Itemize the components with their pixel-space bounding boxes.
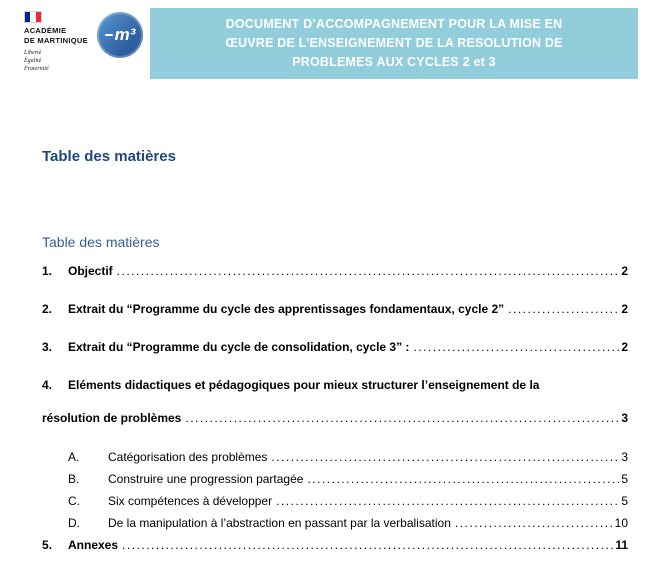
toc-entry-label: De la manipulation à l’abstraction en passant par la verbalisation	[108, 516, 451, 530]
m3-logo-icon	[97, 12, 143, 58]
toc-page-number: 2	[621, 340, 628, 354]
academy-logo	[24, 8, 90, 73]
toc-entry-label: Annexes	[68, 538, 119, 552]
table-of-contents	[42, 264, 628, 553]
toc-subentry-manipulation[interactable]	[42, 516, 628, 531]
motto-liberte: Liberté	[24, 49, 42, 56]
toc-page-number: 3	[621, 450, 628, 464]
toc-page-number: 10	[614, 516, 628, 530]
toc-entry-elements-line1[interactable]	[42, 378, 628, 393]
toc-dot-leader	[307, 472, 619, 487]
toc-page-number: 2	[621, 302, 628, 316]
toc-entry-extrait-cycle2[interactable]	[42, 302, 628, 317]
toc-entry-elements-line2[interactable]	[42, 411, 628, 426]
toc-entry-label: Extrait du “Programme du cycle des apprentissages fondamentaux, cycle 2”	[68, 302, 505, 316]
toc-dot-leader	[271, 450, 619, 465]
toc-dot-leader	[508, 302, 619, 317]
toc-entry-label: résolution de problèmes	[42, 411, 182, 425]
toc-dot-leader	[276, 494, 619, 509]
m3-logo-dash	[105, 34, 113, 37]
banner-line-1: DOCUMENT D’ACCOMPAGNEMENT POUR LA MISE EN	[225, 17, 563, 31]
m3-logo-text: m³	[114, 25, 136, 44]
academy-name-line2: DE MARTINIQUE	[24, 35, 88, 45]
toc-entry-label: Six compétences à développer	[108, 494, 273, 508]
toc-dot-leader	[185, 411, 619, 426]
toc-entry-label: Eléments didactiques et pédagogiques pour mieux structurer l’enseignement de la	[68, 378, 540, 392]
toc-entry-label: Construire une progression partagée	[108, 472, 304, 486]
toc-subentry-progression[interactable]	[42, 472, 628, 487]
french-flag-icon	[24, 11, 42, 23]
toc-entry-letter: B.	[68, 472, 80, 486]
toc-entry-number: 1.	[42, 264, 53, 278]
toc-entry-label: Catégorisation des problèmes	[108, 450, 268, 464]
toc-dot-leader	[455, 516, 613, 531]
toc-page-number: 5	[621, 494, 628, 508]
section-heading: Table des matières	[42, 148, 176, 165]
title-banner	[150, 8, 638, 79]
banner-line-3: PROBLEMES AUX CYCLES 2 et 3	[292, 55, 496, 69]
toc-page-number: 11	[615, 538, 628, 552]
toc-title: Table des matières	[42, 234, 160, 250]
toc-entry-label: Extrait du “Programme du cycle de consolidation, cycle 3” :	[68, 340, 410, 354]
toc-page-number: 3	[621, 411, 628, 425]
toc-entry-letter: D.	[68, 516, 80, 530]
toc-entry-objectif[interactable]	[42, 264, 628, 279]
toc-entry-number: 3.	[42, 340, 53, 354]
toc-entry-number: 2.	[42, 302, 53, 316]
motto-egalite: Égalité	[24, 57, 42, 64]
toc-entry-letter: C.	[68, 494, 80, 508]
toc-entry-annexes[interactable]	[42, 538, 628, 553]
toc-subentry-categorisation[interactable]	[42, 450, 628, 465]
toc-entry-letter: A.	[68, 450, 80, 464]
toc-page-number: 5	[621, 472, 628, 486]
document-header	[0, 0, 647, 79]
toc-subentry-competences[interactable]	[42, 494, 628, 509]
toc-entry-number: 5.	[42, 538, 53, 552]
academy-name-line1: ACADÉMIE	[24, 26, 67, 35]
toc-dot-leader	[117, 264, 620, 279]
toc-page-number: 2	[621, 264, 628, 278]
motto-fraternite: Fraternité	[24, 65, 49, 72]
toc-entry-label: Objectif	[68, 264, 113, 278]
toc-dot-leader	[413, 340, 619, 355]
toc-dot-leader	[122, 538, 613, 553]
banner-line-2: ŒUVRE DE L’ENSEIGNEMENT DE LA RESOLUTION DE	[225, 36, 563, 50]
toc-entry-extrait-cycle3[interactable]	[42, 340, 628, 355]
toc-entry-number: 4.	[42, 378, 53, 392]
